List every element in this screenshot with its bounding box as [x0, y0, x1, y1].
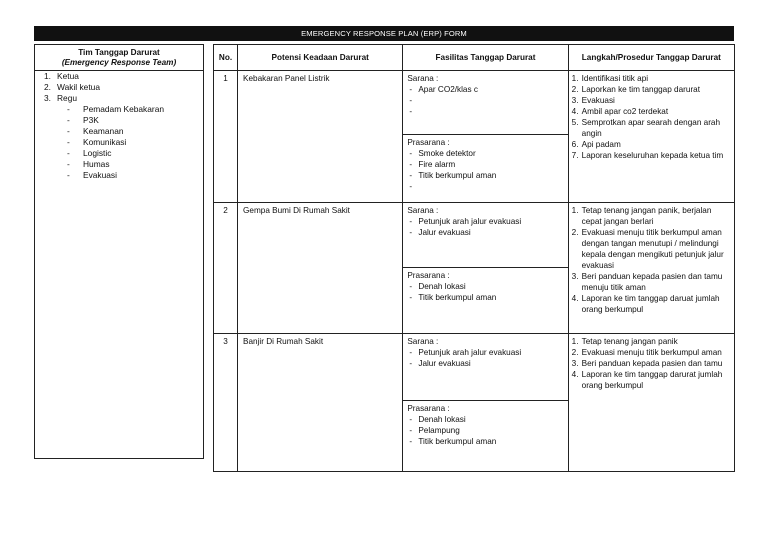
- procedure-step: 4. Laporan ke tim tanggap daruat jumlah orang berkumpul: [571, 294, 720, 314]
- prasarana-block: [403, 135, 567, 202]
- header-potensi: Potensi Keadaan Darurat: [238, 45, 403, 71]
- sarana-item: - Petunjuk arah jalur evakuasi: [409, 217, 522, 226]
- procedure-step: 3. Evakuasi: [571, 96, 615, 105]
- team-item: 1. Ketua: [44, 71, 79, 81]
- prasarana-item: - Denah lokasi: [409, 415, 466, 424]
- sarana-item: -: [409, 96, 413, 105]
- sarana-label: Sarana :: [407, 74, 439, 83]
- potensi-cell: Banjir Di Rumah Sakit: [238, 334, 403, 472]
- table-row: [214, 334, 735, 472]
- team-item-label: Wakil ketua: [57, 82, 100, 92]
- team-subitem: - Evakuasi: [67, 170, 117, 180]
- sarana-label: Sarana :: [407, 337, 439, 346]
- sarana-block: [403, 203, 567, 268]
- procedure-step: 2. Laporkan ke tim tanggap darurat: [571, 85, 700, 94]
- table-header-row: [214, 45, 735, 71]
- fasilitas-cell: [403, 334, 568, 472]
- fasilitas-cell: [403, 71, 568, 203]
- table-row: [214, 203, 735, 334]
- team-subitem: - Keamanan: [67, 126, 124, 136]
- sarana-item: -: [409, 107, 413, 116]
- team-subitem: - Pemadam Kebakaran: [67, 104, 165, 114]
- header-langkah: Langkah/Prosedur Tanggap Darurat: [568, 45, 734, 71]
- langkah-cell: [568, 71, 734, 203]
- team-list: [35, 71, 203, 181]
- row-number: 3: [214, 334, 238, 472]
- procedure-step: 1. Identifikasi titik api: [571, 74, 649, 83]
- fasilitas-cell: [403, 203, 568, 334]
- team-item-label: Regu: [57, 93, 78, 103]
- team-subitem: - P3K: [67, 115, 99, 125]
- procedure-step: 5. Semprotkan apar searah dengan arah angin: [571, 118, 721, 138]
- prasarana-item: - Smoke detektor: [409, 149, 476, 158]
- langkah-cell: [568, 334, 734, 472]
- sarana-item: - Apar CO2/klas c: [409, 85, 478, 94]
- prasarana-item: - Titik berkumpul aman: [409, 437, 497, 446]
- prasarana-item: - Denah lokasi: [409, 282, 466, 291]
- team-heading-subtitle: (Emergency Response Team): [61, 57, 177, 67]
- potensi-cell: Kebakaran Panel Listrik: [238, 71, 403, 203]
- prasarana-label: Prasarana :: [407, 138, 450, 147]
- team-item-label: Ketua: [57, 71, 79, 81]
- team-heading-title: Tim Tanggap Darurat: [78, 47, 160, 57]
- procedure-step: 2. Evakuasi menuju titik berkumpul aman dengan tangan menutupi / melindungi kepala dengan mengikuti petunjuk jalur evakuasi: [571, 228, 724, 270]
- prasarana-label: Prasarana :: [407, 404, 450, 413]
- sarana-label: Sarana :: [407, 206, 439, 215]
- procedure-step: 7. Laporan keseluruhan kepada ketua tim: [571, 151, 724, 160]
- row-number: 2: [214, 203, 238, 334]
- prasarana-block: [403, 401, 567, 471]
- procedure-step: 4. Ambil apar co2 terdekat: [571, 107, 669, 116]
- procedure-step: 4. Laporan ke tim tanggap darurat jumlah orang berkumpul: [571, 370, 723, 390]
- langkah-cell: [568, 203, 734, 334]
- prasarana-label: Prasarana :: [407, 271, 450, 280]
- sarana-block: [403, 334, 567, 401]
- table-row: [214, 71, 735, 203]
- row-number: 1: [214, 71, 238, 203]
- prasarana-item: - Pelampung: [409, 426, 460, 435]
- procedure-step: 1. Tetap tenang jangan panik, berjalan cepat jangan berlari: [571, 206, 712, 226]
- prasarana-block: [403, 268, 567, 333]
- procedure-step: 2. Evakuasi menuju titik berkumpul aman: [571, 348, 722, 357]
- team-subitem: - Humas: [67, 159, 110, 169]
- prasarana-item: - Titik berkumpul aman: [409, 171, 497, 180]
- form-title: EMERGENCY RESPONSE PLAN (ERP) FORM: [34, 26, 734, 41]
- emergency-team-panel: [34, 44, 204, 459]
- procedure-step: 3. Beri panduan kepada pasien dan tamu: [571, 359, 723, 368]
- header-fasilitas: Fasilitas Tanggap Darurat: [403, 45, 568, 71]
- sarana-block: [403, 71, 567, 135]
- prasarana-item: -: [409, 182, 413, 191]
- erp-table: [213, 44, 735, 472]
- team-item: 2. Wakil ketua: [44, 82, 100, 92]
- procedure-step: 1. Tetap tenang jangan panik: [571, 337, 678, 346]
- team-item: 3. Regu: [44, 93, 78, 103]
- team-heading: [35, 45, 203, 71]
- prasarana-item: - Titik berkumpul aman: [409, 293, 497, 302]
- sarana-item: - Jalur evakuasi: [409, 228, 471, 237]
- sarana-item: - Petunjuk arah jalur evakuasi: [409, 348, 522, 357]
- team-subitem: - Komunikasi: [67, 137, 127, 147]
- sarana-item: - Jalur evakuasi: [409, 359, 471, 368]
- team-subitem: - Logistic: [67, 148, 112, 158]
- prasarana-item: - Fire alarm: [409, 160, 456, 169]
- header-no: No.: [214, 45, 238, 71]
- procedure-step: 6. Api padam: [571, 140, 621, 149]
- potensi-cell: Gempa Bumi Di Rumah Sakit: [238, 203, 403, 334]
- procedure-step: 3. Beri panduan kepada pasien dan tamu menuju titik aman: [571, 272, 723, 292]
